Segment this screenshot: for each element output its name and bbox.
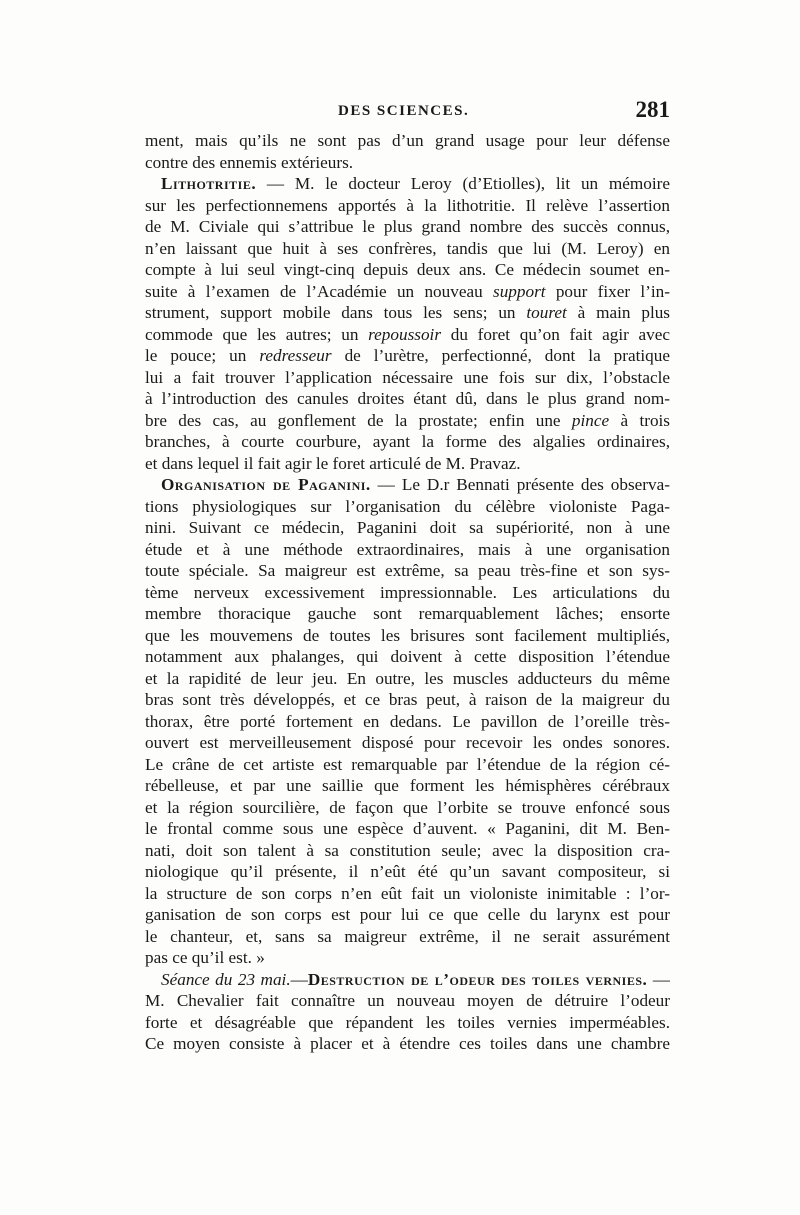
text-line [145,324,670,346]
text-line [145,367,670,389]
text-line [145,496,670,518]
text-line [145,754,670,776]
section-heading: Organisation de Paganini. [161,475,371,494]
text-line [145,1033,670,1055]
text-segment: — [290,969,308,989]
text-line [145,603,670,625]
text-segment: pas ce qu’il est. » [145,948,265,967]
text-line [145,646,670,668]
italic-term: repoussoir [368,324,442,344]
text-line [145,861,670,883]
text-segment: toute spéciale. Sa maigreur est extrême, sa peau très-fine et son sys- [145,561,670,580]
text-line [145,539,670,561]
text-segment: thorax, être porté fortement en dedans. Le pavillon de l’oreille très- [145,711,670,731]
text-line [145,668,670,690]
text-line [145,560,670,582]
italic-term: pince [571,410,610,430]
page-number: 281 [635,97,670,122]
text-segment: étude et à une méthode extraordinaires, mais à une organisation [145,539,670,559]
text-segment: rébelleuse, et par une saillie que forment les hémisphères cérébraux [145,776,670,795]
text-line [145,130,670,152]
text-segment: à trois [609,410,670,430]
text-line [145,947,670,969]
text-segment: bre des cas, au gonflement de la prostate; enfin une [145,410,572,430]
text-segment: membre thoracique gauche sont remarquablement lâches; ensorte [145,604,670,623]
text-segment: branches, à courte courbure, ayant la forme des algalies ordinaires, [145,432,670,451]
text-line [145,711,670,733]
text-segment: et la rapidité de leur jeu. En outre, les muscles adducteurs du même [145,668,670,688]
text-segment: et dans lequel il fait agir le foret articulé de M. Pravaz. [145,453,521,473]
body-text [145,130,670,1055]
page-header [145,97,670,127]
text-line [145,259,670,281]
text-segment: lui a fait trouver l’application nécessaire une fois sur dix, l’obstacle [145,367,670,387]
text-line [145,582,670,604]
text-line [145,883,670,905]
text-line [145,1012,670,1034]
text-line [145,517,670,539]
text-segment: le chanteur, et, sans sa maigreur extrême, il ne serait assurément [145,926,670,946]
text-line [145,990,670,1012]
text-segment: niologique qu’il présente, il n’eût été qu’un savant compositeur, si [145,862,670,881]
text-segment: à main plus [566,303,670,322]
text-line [145,281,670,303]
text-segment: compte à lui seul vingt-cinq depuis deux ans. Ce médecin soumet en- [145,260,670,279]
text-segment: pour fixer l’in- [545,281,670,301]
text-segment: — Le D.r Bennati présente des observa- [370,475,670,494]
text-segment: Le crâne de cet artiste est remarquable par l’étendue de la région cé- [145,754,670,774]
text-line [145,216,670,238]
text-segment: strument, support mobile dans tous les sens; un [145,303,527,322]
text-segment: Ce moyen consiste à placer et à étendre ces toiles dans une chambre [145,1034,670,1053]
text-line [145,238,670,260]
text-line [145,152,670,174]
italic-term: redresseur [259,346,332,365]
text-segment: du foret qu’on fait agir avec [441,324,670,344]
text-line [145,195,670,217]
text-line [145,474,670,496]
text-line [145,775,670,797]
text-line [145,625,670,647]
text-segment: et la région sourcilière, de façon que l’orbite se trouve enfoncé sous [145,797,670,817]
text-segment: suite à l’examen de l’Académie un nouveau [145,281,493,301]
text-line [145,797,670,819]
text-line [145,969,670,991]
italic-term: support [493,281,546,301]
text-segment: ment, mais qu’ils ne sont pas d’un grand usage pour leur défense [145,131,670,150]
text-segment: — M. le docteur Leroy (d’Etiolles), lit un mémoire [256,174,670,193]
text-line [145,818,670,840]
text-segment: le frontal comme sous une espèce d’auvent. « Paganini, dit M. Ben- [145,819,670,838]
text-line [145,388,670,410]
text-line [145,926,670,948]
italic-term: Séance du 23 mai. [161,969,291,989]
text-line [145,689,670,711]
text-segment: bras sont très développés, et ce bras peut, à raison de la maigreur du [145,690,670,709]
section-heading: Lithotritie. [161,174,257,193]
running-head: DES SCIENCES. [338,103,470,119]
text-segment: contre des ennemis extérieurs. [145,152,354,172]
section-heading: Destruction de l’odeur des toiles vernies. [307,969,648,989]
text-segment: le pouce; un [145,346,260,365]
text-segment: nini. Suivant ce médecin, Paganini doit sa supériorité, non à une [145,518,670,537]
text-segment: à l’introduction des canules droites étant dû, dans le plus grand nom- [145,389,670,408]
italic-term: touret [526,303,567,322]
text-line [145,431,670,453]
text-segment: notamment aux phalanges, qui doivent à cette disposition l’étendue [145,647,670,666]
text-line [145,840,670,862]
text-line [145,453,670,475]
text-line [145,173,670,195]
text-line [145,732,670,754]
text-segment: que les mouvemens de toutes les brisures sont facilement multipliés, [145,625,670,645]
text-line [145,904,670,926]
text-segment: forte et désagréable que répandent les toiles vernies imperméables. [145,1012,670,1032]
text-segment: tème nerveux excessivement impressionnable. Les articulations du [145,582,670,602]
text-segment: sur les perfectionnemens apportés à la lithotritie. Il relève l’assertion [145,195,670,215]
text-segment: — [647,969,670,989]
text-segment: M. Chevalier fait connaître un nouveau moyen de détruire l’odeur [145,991,670,1010]
text-line [145,302,670,324]
text-segment: n’en laissant que huit à ses confrères, tandis que lui (M. Leroy) en [145,238,670,258]
text-segment: de M. Civiale qui s’attribue le plus grand nombre des succès connus, [145,217,670,236]
text-segment: la structure de son corps n’en eût fait un violoniste inimitable : l’or- [145,883,670,903]
text-segment: tions physiologiques sur l’organisation du célèbre violoniste Paga- [145,496,670,516]
text-segment: commode que les autres; un [145,324,369,344]
text-segment: de l’urètre, perfectionné, dont la pratique [331,346,670,365]
text-segment: nati, doit son talent à sa constitution seule; avec la disposition cra- [145,840,670,860]
text-segment: ganisation de son corps est pour lui ce que celle du larynx est pour [145,905,670,924]
text-line [145,410,670,432]
text-line [145,345,670,367]
text-segment: ouvert est merveilleusement disposé pour recevoir les ondes sonores. [145,733,670,752]
